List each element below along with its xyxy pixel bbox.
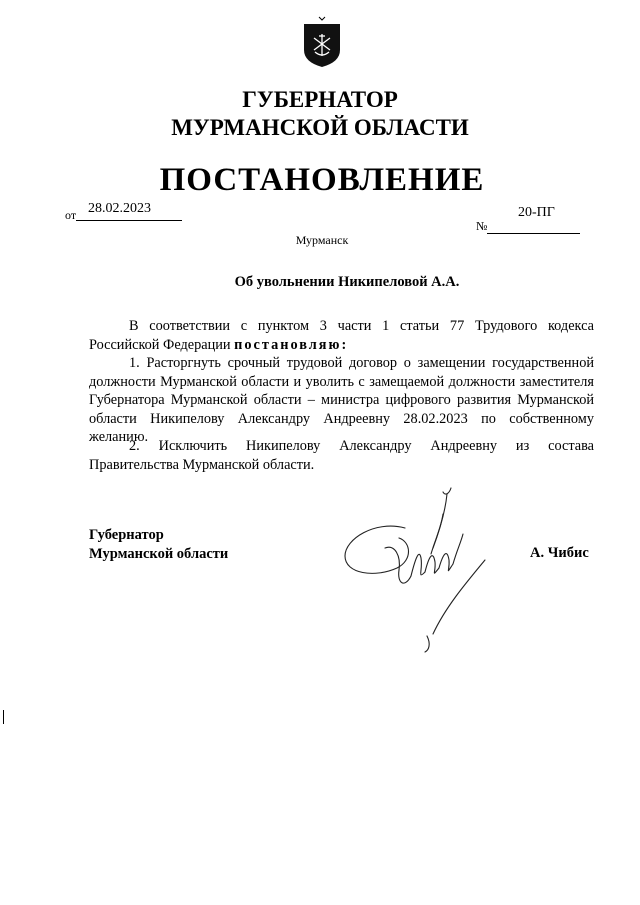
signatory-title-line-2: Мурманской области <box>89 545 229 562</box>
date-underline <box>76 220 182 221</box>
preamble-paragraph <box>89 317 594 354</box>
issuer-line-2: МУРМАНСКОЙ ОБЛАСТИ <box>171 115 469 140</box>
clause-2-paragraph: 2. Исключить Никипелову Александру Андреевну из состава Правительства Мурманской области. <box>89 438 594 473</box>
clause-1-paragraph: 1. Расторгнуть срочный трудовой договор о замещении государственной должности Мурманской области и уволить с замещаемой должности заместителя Губернатора Мурманской области – министра цифрового развития Мурманской области Никипелову Александру Андреевну 28.02.2023 по собственному желанию. <box>89 355 594 445</box>
preamble-text: В соответствии с пунктом 3 части 1 статьи 77 Трудового кодекса Российской Федерации <box>89 318 594 353</box>
signatory-title-line-1: Губернатор <box>89 527 164 543</box>
document-number: 20-ПГ <box>518 205 555 220</box>
handwritten-signature <box>335 484 495 654</box>
issuer-line-1: ГУБЕРНАТОР <box>242 87 398 112</box>
signatory-name: А. Чибис <box>530 545 589 561</box>
scan-edge-mark <box>3 710 4 724</box>
place-of-issue: Мурманск <box>295 233 349 247</box>
date-label: от <box>65 208 77 222</box>
resolve-word: постановляю: <box>234 336 349 353</box>
coat-of-arms-icon <box>302 16 342 68</box>
document-type-title: ПОСТАНОВЛЕНИЕ <box>159 162 485 198</box>
signatory-title <box>89 526 228 563</box>
document-subject: Об увольнении Никипеловой А.А. <box>234 274 460 290</box>
document-date: 28.02.2023 <box>88 201 151 216</box>
number-label: № <box>476 219 488 233</box>
